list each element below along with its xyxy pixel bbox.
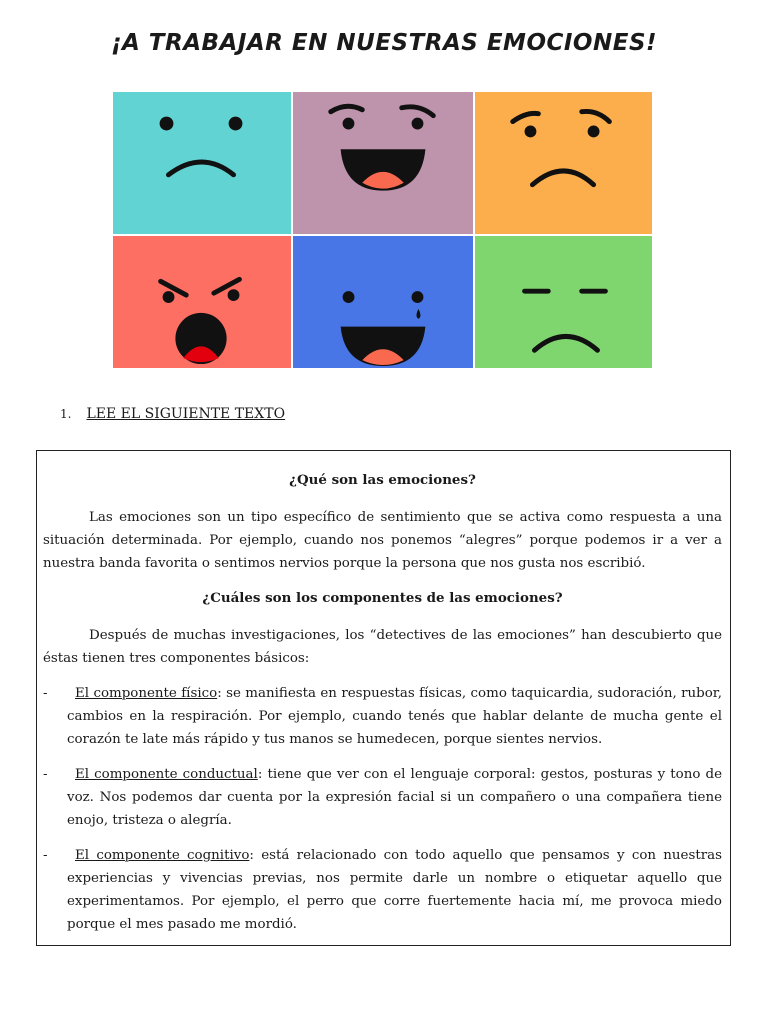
- term-physical: El componente físico: [75, 686, 218, 701]
- tearful-happy-face-icon: [293, 236, 475, 370]
- description-cognitive: : está relacionado con todo aquello que pensamos y con nuestras experiencias y vivencias previas, nos permite darle un nombre o etiquetar aquello que experimentamos. Por ejemplo, el perro que corre fuertemente hacia mí, me provoca miedo porque el mes pasado me mordió.: [67, 848, 722, 932]
- description-physical: : se manifiesta en respuestas físicas, como taquicardia, sudoración, rubor, cambios en la respiración. Por ejemplo, cuando tenés que hablar delante de mucha gente el corazón te late más rápido y tus manos se humedecen, porque sientes nervios.: [67, 686, 722, 747]
- paragraph-components-intro: Después de muchas investigaciones, los “detectives de las emociones” han descubierto que éstas tienen tres componentes básicos:: [43, 628, 722, 666]
- sad-face-icon: [113, 92, 293, 236]
- list-dash: -: [43, 686, 48, 701]
- instruction-text: LEE EL SIGUIENTE TEXTO: [86, 406, 286, 422]
- term-cognitive: El componente cognitivo: [75, 848, 250, 863]
- term-behavioral: El componente conductual: [75, 767, 258, 782]
- heading-components: ¿Cuáles son los componentes de las emociones?: [202, 590, 563, 606]
- list-item-behavioral: [43, 763, 722, 832]
- list-dash: -: [43, 767, 48, 782]
- description-behavioral: : tiene que ver con el lenguaje corporal: gestos, posturas y tono de voz. Nos podemos dar cuenta por la expresión facial si un compañero o una compañera tiene enojo, tristeza o alegría.: [67, 767, 722, 828]
- emotions-image-grid: [113, 92, 654, 370]
- angry-face-icon: [113, 236, 293, 370]
- instruction-number: 1.: [60, 407, 72, 421]
- happy-face-icon: [293, 92, 475, 236]
- list-dash: -: [43, 848, 48, 863]
- list-item-cognitive: [43, 844, 722, 936]
- list-item-physical: [43, 682, 722, 751]
- disappointed-face-icon: [475, 236, 654, 370]
- worried-face-icon: [475, 92, 654, 236]
- paragraph-definition: Las emociones son un tipo específico de sentimiento que se activa como respuesta a una situación determinada. Por ejemplo, cuando nos ponemos “alegres” porque podemos ir a ver a nuestra banda favorita o sentimos nervios porque la persona que nos gusta nos escribió.: [43, 510, 722, 571]
- heading-what-are-emotions: ¿Qué son las emociones?: [289, 472, 476, 488]
- reading-text-box: [36, 450, 731, 946]
- instruction-item: [60, 406, 285, 422]
- page-title: ¡A TRABAJAR EN NUESTRAS EMOCIONES!: [111, 30, 657, 56]
